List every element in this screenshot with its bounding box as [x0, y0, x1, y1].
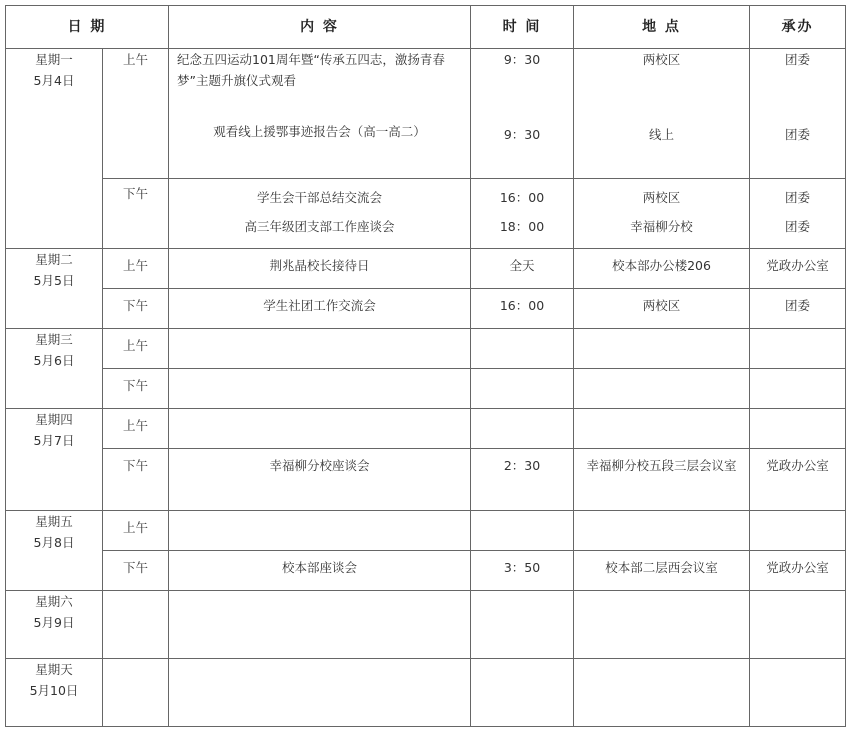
place-cell — [574, 449, 750, 511]
day-cell-thursday — [6, 409, 103, 511]
event-host: 团委 — [784, 219, 810, 234]
place-cell: 校本部办公楼206 — [574, 249, 750, 289]
event-host: 团委 — [784, 127, 810, 142]
content-cell — [169, 511, 471, 551]
place-cell — [574, 369, 750, 409]
host-cell — [750, 591, 846, 659]
time-cell: 2：30 — [471, 449, 574, 511]
weekday-label: 星期二 — [35, 252, 73, 267]
content-cell — [169, 591, 471, 659]
period-am: 上午 — [103, 49, 169, 179]
time-cell — [471, 409, 574, 449]
table-row — [6, 49, 846, 179]
header-host: 承办 — [750, 6, 846, 49]
header-time: 时 间 — [471, 6, 574, 49]
day-cell-wednesday — [6, 329, 103, 409]
host-cell — [750, 329, 846, 369]
event-time: 9：30 — [503, 52, 541, 67]
event-time: 9：30 — [503, 127, 541, 142]
date-label: 5月10日 — [29, 683, 79, 698]
day-cell-monday — [6, 49, 103, 249]
place-cell — [574, 179, 750, 249]
content-cell — [169, 409, 471, 449]
header-date: 日 期 — [6, 6, 169, 49]
content-cell: 学生社团工作交流会 — [169, 289, 471, 329]
day-cell-tuesday — [6, 249, 103, 329]
time-cell — [471, 329, 574, 369]
header-place: 地 点 — [574, 6, 750, 49]
period-pm: 下午 — [103, 449, 169, 511]
day-cell-sunday — [6, 659, 103, 727]
table-row — [6, 511, 846, 551]
content-cell — [169, 369, 471, 409]
weekday-label: 星期天 — [35, 662, 73, 677]
host-cell — [750, 659, 846, 727]
table-row — [6, 329, 846, 369]
host-cell: 党政办公室 — [750, 551, 846, 591]
host-cell: 党政办公室 — [750, 249, 846, 289]
date-label: 5月4日 — [33, 73, 75, 88]
weekday-label: 星期一 — [35, 52, 73, 67]
time-cell — [471, 659, 574, 727]
time-cell: 16：00 — [471, 289, 574, 329]
period-am: 上午 — [103, 409, 169, 449]
weekly-schedule-table — [5, 5, 846, 727]
time-cell — [471, 591, 574, 659]
event-content: 高三年级团支部工作座谈会 — [244, 219, 395, 234]
time-cell — [471, 49, 574, 179]
host-cell: 党政办公室 — [750, 449, 846, 511]
date-label: 5月7日 — [33, 433, 75, 448]
period-pm: 下午 — [103, 551, 169, 591]
host-cell: 团委 — [750, 289, 846, 329]
date-label: 5月9日 — [33, 615, 75, 630]
event-place: 幸福柳分校五段三层会议室 — [586, 458, 737, 473]
host-cell — [750, 369, 846, 409]
content-cell — [169, 49, 471, 179]
day-cell-friday — [6, 511, 103, 591]
table-row — [6, 659, 846, 727]
weekday-label: 星期四 — [35, 412, 73, 427]
time-cell — [471, 369, 574, 409]
period-am: 上午 — [103, 329, 169, 369]
event-place: 线上 — [648, 127, 674, 142]
period-cell — [103, 591, 169, 659]
content-cell — [169, 659, 471, 727]
event-time: 16：00 — [499, 190, 545, 205]
header-row — [6, 6, 846, 49]
table-row — [6, 369, 846, 409]
place-cell — [574, 409, 750, 449]
table-row — [6, 449, 846, 511]
period-cell — [103, 659, 169, 727]
period-pm: 下午 — [103, 289, 169, 329]
table-row — [6, 551, 846, 591]
period-pm: 下午 — [103, 369, 169, 409]
place-cell: 两校区 — [574, 289, 750, 329]
event-host: 团委 — [784, 52, 810, 67]
place-cell — [574, 329, 750, 369]
content-cell — [169, 329, 471, 369]
content-cell: 荆兆晶校长接待日 — [169, 249, 471, 289]
weekday-label: 星期六 — [35, 594, 73, 609]
time-cell — [471, 179, 574, 249]
date-label: 5月6日 — [33, 353, 75, 368]
table-row — [6, 289, 846, 329]
content-cell: 校本部座谈会 — [169, 551, 471, 591]
place-cell: 校本部二层西会议室 — [574, 551, 750, 591]
event-host: 团委 — [784, 190, 810, 205]
time-cell — [471, 511, 574, 551]
event-content: 观看线上援鄂事迹报告会（高一高二） — [213, 124, 426, 139]
host-cell — [750, 511, 846, 551]
period-am: 上午 — [103, 511, 169, 551]
period-am: 上午 — [103, 249, 169, 289]
host-cell — [750, 49, 846, 179]
day-cell-saturday — [6, 591, 103, 659]
period-pm: 下午 — [103, 179, 169, 249]
event-content: 纪念五四运动101周年暨“传承五四志，激扬青春梦”主题升旗仪式观看 — [177, 52, 445, 88]
event-place: 两校区 — [642, 190, 681, 205]
place-cell — [574, 49, 750, 179]
event-place: 两校区 — [642, 52, 681, 67]
content-cell: 幸福柳分校座谈会 — [169, 449, 471, 511]
date-label: 5月8日 — [33, 535, 75, 550]
host-cell — [750, 409, 846, 449]
weekday-label: 星期三 — [35, 332, 73, 347]
content-cell — [169, 179, 471, 249]
date-label: 5月5日 — [33, 273, 75, 288]
place-cell — [574, 659, 750, 727]
place-cell — [574, 511, 750, 551]
time-cell: 全天 — [471, 249, 574, 289]
table-row — [6, 249, 846, 289]
header-content: 内 容 — [169, 6, 471, 49]
host-cell — [750, 179, 846, 249]
event-place: 幸福柳分校 — [630, 219, 693, 234]
place-cell — [574, 591, 750, 659]
event-time: 18：00 — [499, 219, 545, 234]
event-content: 学生会干部总结交流会 — [256, 190, 382, 205]
table-row — [6, 591, 846, 659]
table-row — [6, 179, 846, 249]
weekday-label: 星期五 — [35, 514, 73, 529]
time-cell: 3：50 — [471, 551, 574, 591]
table-row — [6, 409, 846, 449]
